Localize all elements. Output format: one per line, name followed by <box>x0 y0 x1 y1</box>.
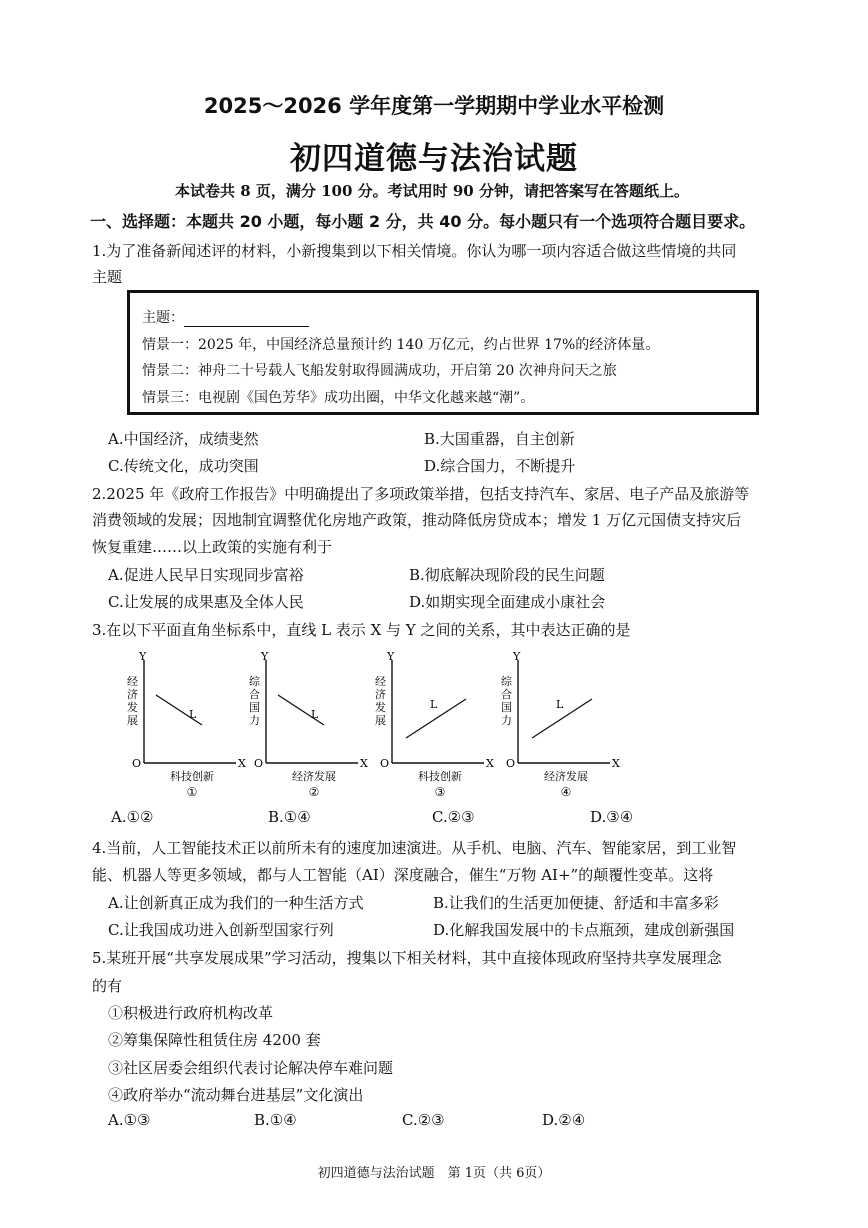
graph-4-y-label-char: 合 <box>501 688 512 701</box>
q2-option-d[interactable]: D.如期实现全面建成小康社会 <box>409 593 606 611</box>
q1-stem-2: 主题 <box>92 268 123 286</box>
q4-option-c[interactable]: C.让我国成功进入创新型国家行列 <box>108 921 334 939</box>
q5-item-2: ②筹集保障性租赁住房 4200 套 <box>108 1031 321 1049</box>
q1-situation-box <box>127 290 759 415</box>
graph-3-x-letter: X <box>486 757 494 770</box>
page-footer: 初四道德与法治试题 第 1页（共 6页） <box>317 1166 551 1181</box>
graph-3-origin: O <box>380 757 390 770</box>
q3-graph-group <box>127 650 620 798</box>
graph-2-y-letter: Y <box>261 650 269 663</box>
graph-3-y-label-char: 发 <box>375 701 386 714</box>
q5-stem-2: 的有 <box>92 977 123 995</box>
q1-option-d[interactable]: D.综合国力，不断提升 <box>424 457 576 475</box>
q2-option-a[interactable]: A.促进人民早日实现同步富裕 <box>108 566 304 584</box>
graph-1-y-label-char: 发 <box>127 701 138 714</box>
graph-2-y-label-char: 国 <box>249 701 260 714</box>
q2-stem-2: 消费领域的发展；因地制宜调整优化房地产政策，推动降低房贷成本；增发 1 万亿元国债支持灾后 <box>92 511 742 529</box>
q3-option-d[interactable]: D.③④ <box>590 808 634 826</box>
graph-1-number: ① <box>186 785 198 798</box>
graph-3-l-label: L <box>430 698 438 711</box>
q3-option-a[interactable]: A.①② <box>111 808 154 826</box>
q5-item-4: ④政府举办“流动舞台进基层”文化演出 <box>108 1086 364 1104</box>
graph-3-y-label-char: 展 <box>375 714 386 727</box>
graph-2-y-label-char: 合 <box>249 688 260 701</box>
q4-option-d[interactable]: D.化解我国发展中的卡点瓶颈，建成创新强国 <box>433 921 735 939</box>
q1-topic-blank <box>184 312 309 327</box>
graph-2-x-letter: X <box>360 757 368 770</box>
graph-1-origin: O <box>132 757 142 770</box>
graph-4-y-letter: Y <box>513 650 521 663</box>
q4-option-a[interactable]: A.让创新真正成为我们的一种生活方式 <box>108 894 364 912</box>
q1-situation-3: 情景三：电视剧《国色芳华》成功出圈，中华文化越来越“潮”。 <box>142 390 535 406</box>
graph-1-y-letter: Y <box>139 650 147 663</box>
graph-4-y-label-char: 力 <box>501 714 512 727</box>
q2-option-c[interactable]: C.让发展的成果惠及全体人民 <box>108 593 304 611</box>
q5-option-d[interactable]: D.②④ <box>542 1111 586 1129</box>
graph-2-y-label-char: 力 <box>249 714 260 727</box>
q3-stem: 3.在以下平面直角坐标系中，直线 L 表示 X 与 Y 之间的关系，其中表达正确的是 <box>92 621 631 639</box>
graph-4-y-label-char: 国 <box>501 701 512 714</box>
graph-2-number: ② <box>308 785 320 798</box>
q5-item-3: ③社区居委会组织代表讨论解决停车难问题 <box>108 1059 394 1077</box>
graph-2-origin: O <box>254 757 264 770</box>
q4-stem-1: 4.当前，人工智能技术正以前所未有的速度加速演进。从手机、电脑、汽车、智能家居，到工业智 <box>92 839 737 857</box>
q1-situation-2: 情景二：神舟二十号载人飞船发射取得圆满成功，开启第 20 次神舟问天之旅 <box>142 363 617 379</box>
q1-option-b[interactable]: B.大国重器，自主创新 <box>424 430 575 448</box>
q1-option-a[interactable]: A.中国经济，成绩斐然 <box>108 430 259 448</box>
q5-option-b[interactable]: B.①④ <box>254 1111 297 1129</box>
q3-option-c[interactable]: C.②③ <box>432 808 475 826</box>
graph-2-y-label-char: 综 <box>249 675 260 688</box>
q2-stem-1: 2.2025 年《政府工作报告》中明确提出了多项政策举措，包括支持汽车、家居、电子产品及旅游等 <box>92 485 750 503</box>
graph-4-number: ④ <box>560 785 572 798</box>
graph-1-x-label: 科技创新 <box>170 770 214 783</box>
q1-situation-1: 情景一：2025 年，中国经济总量预计约 140 万亿元，约占世界 17%的经济体量。 <box>142 337 660 353</box>
q5-option-c[interactable]: C.②③ <box>402 1111 445 1129</box>
q1-option-c[interactable]: C.传统文化，成功突围 <box>108 457 259 475</box>
q5-option-a[interactable]: A.①③ <box>108 1111 151 1129</box>
exam-subtitle: 初四道德与法治试题 <box>290 141 578 177</box>
q1-topic-row <box>142 307 309 327</box>
q2-option-b[interactable]: B.彻底解决现阶段的民生问题 <box>409 566 605 584</box>
q2-stem-3: 恢复重建……以上政策的实施有利于 <box>92 538 333 556</box>
graph-2-l-label: L <box>311 708 319 721</box>
section-heading: 一、选择题：本题共 20 小题，每小题 2 分，共 40 分。每小题只有一个选项符合题目要求。 <box>90 212 756 231</box>
exam-note: 本试卷共 8 页，满分 100 分。考试用时 90 分钟，请把答案写在答题纸上。 <box>175 182 689 200</box>
graph-1-y-label-char: 经 <box>127 675 138 688</box>
graph-3-y-label-char: 经 <box>375 675 386 688</box>
q5-stem-1: 5.某班开展“共享发展成果”学习活动，搜集以下相关材料，其中直接体现政府坚持共享发展理念 <box>92 949 722 967</box>
q4-stem-2: 能、机器人等更多领域，都与人工智能（AI）深度融合，催生“万物 AI+”的颠覆性变革。这将 <box>92 866 714 884</box>
q3-option-b[interactable]: B.①④ <box>268 808 311 826</box>
graph-4-l-label: L <box>556 698 564 711</box>
q1-topic-label: 主题： <box>142 310 184 326</box>
graph-4-y-label-char: 综 <box>501 675 512 688</box>
graph-1-y-label-char: 展 <box>127 714 138 727</box>
q5-item-1: ①积极进行政府机构改革 <box>108 1004 274 1022</box>
graph-4-x-label: 经济发展 <box>544 770 588 783</box>
graph-4-x-letter: X <box>612 757 620 770</box>
graph-1-y-label-char: 济 <box>127 688 138 701</box>
graph-3-y-letter: Y <box>387 650 395 663</box>
graph-3-x-label: 科技创新 <box>418 770 462 783</box>
graph-3-number: ③ <box>434 785 446 798</box>
graph-1-x-letter: X <box>238 757 246 770</box>
graph-3-y-label-char: 济 <box>375 688 386 701</box>
graph-1-l-label: L <box>189 708 197 721</box>
graph-2-x-label: 经济发展 <box>292 770 336 783</box>
q1-stem-1: 1.为了准备新闻述评的材料，小新搜集到以下相关情境。你认为哪一项内容适合做这些情境的共同 <box>92 242 737 260</box>
exam-title: 2025～2026 学年度第一学期期中学业水平检测 <box>203 94 665 118</box>
graph-4-origin: O <box>506 757 516 770</box>
q3-graphs <box>110 648 760 798</box>
q4-option-b[interactable]: B.让我们的生活更加便捷、舒适和丰富多彩 <box>433 894 719 912</box>
